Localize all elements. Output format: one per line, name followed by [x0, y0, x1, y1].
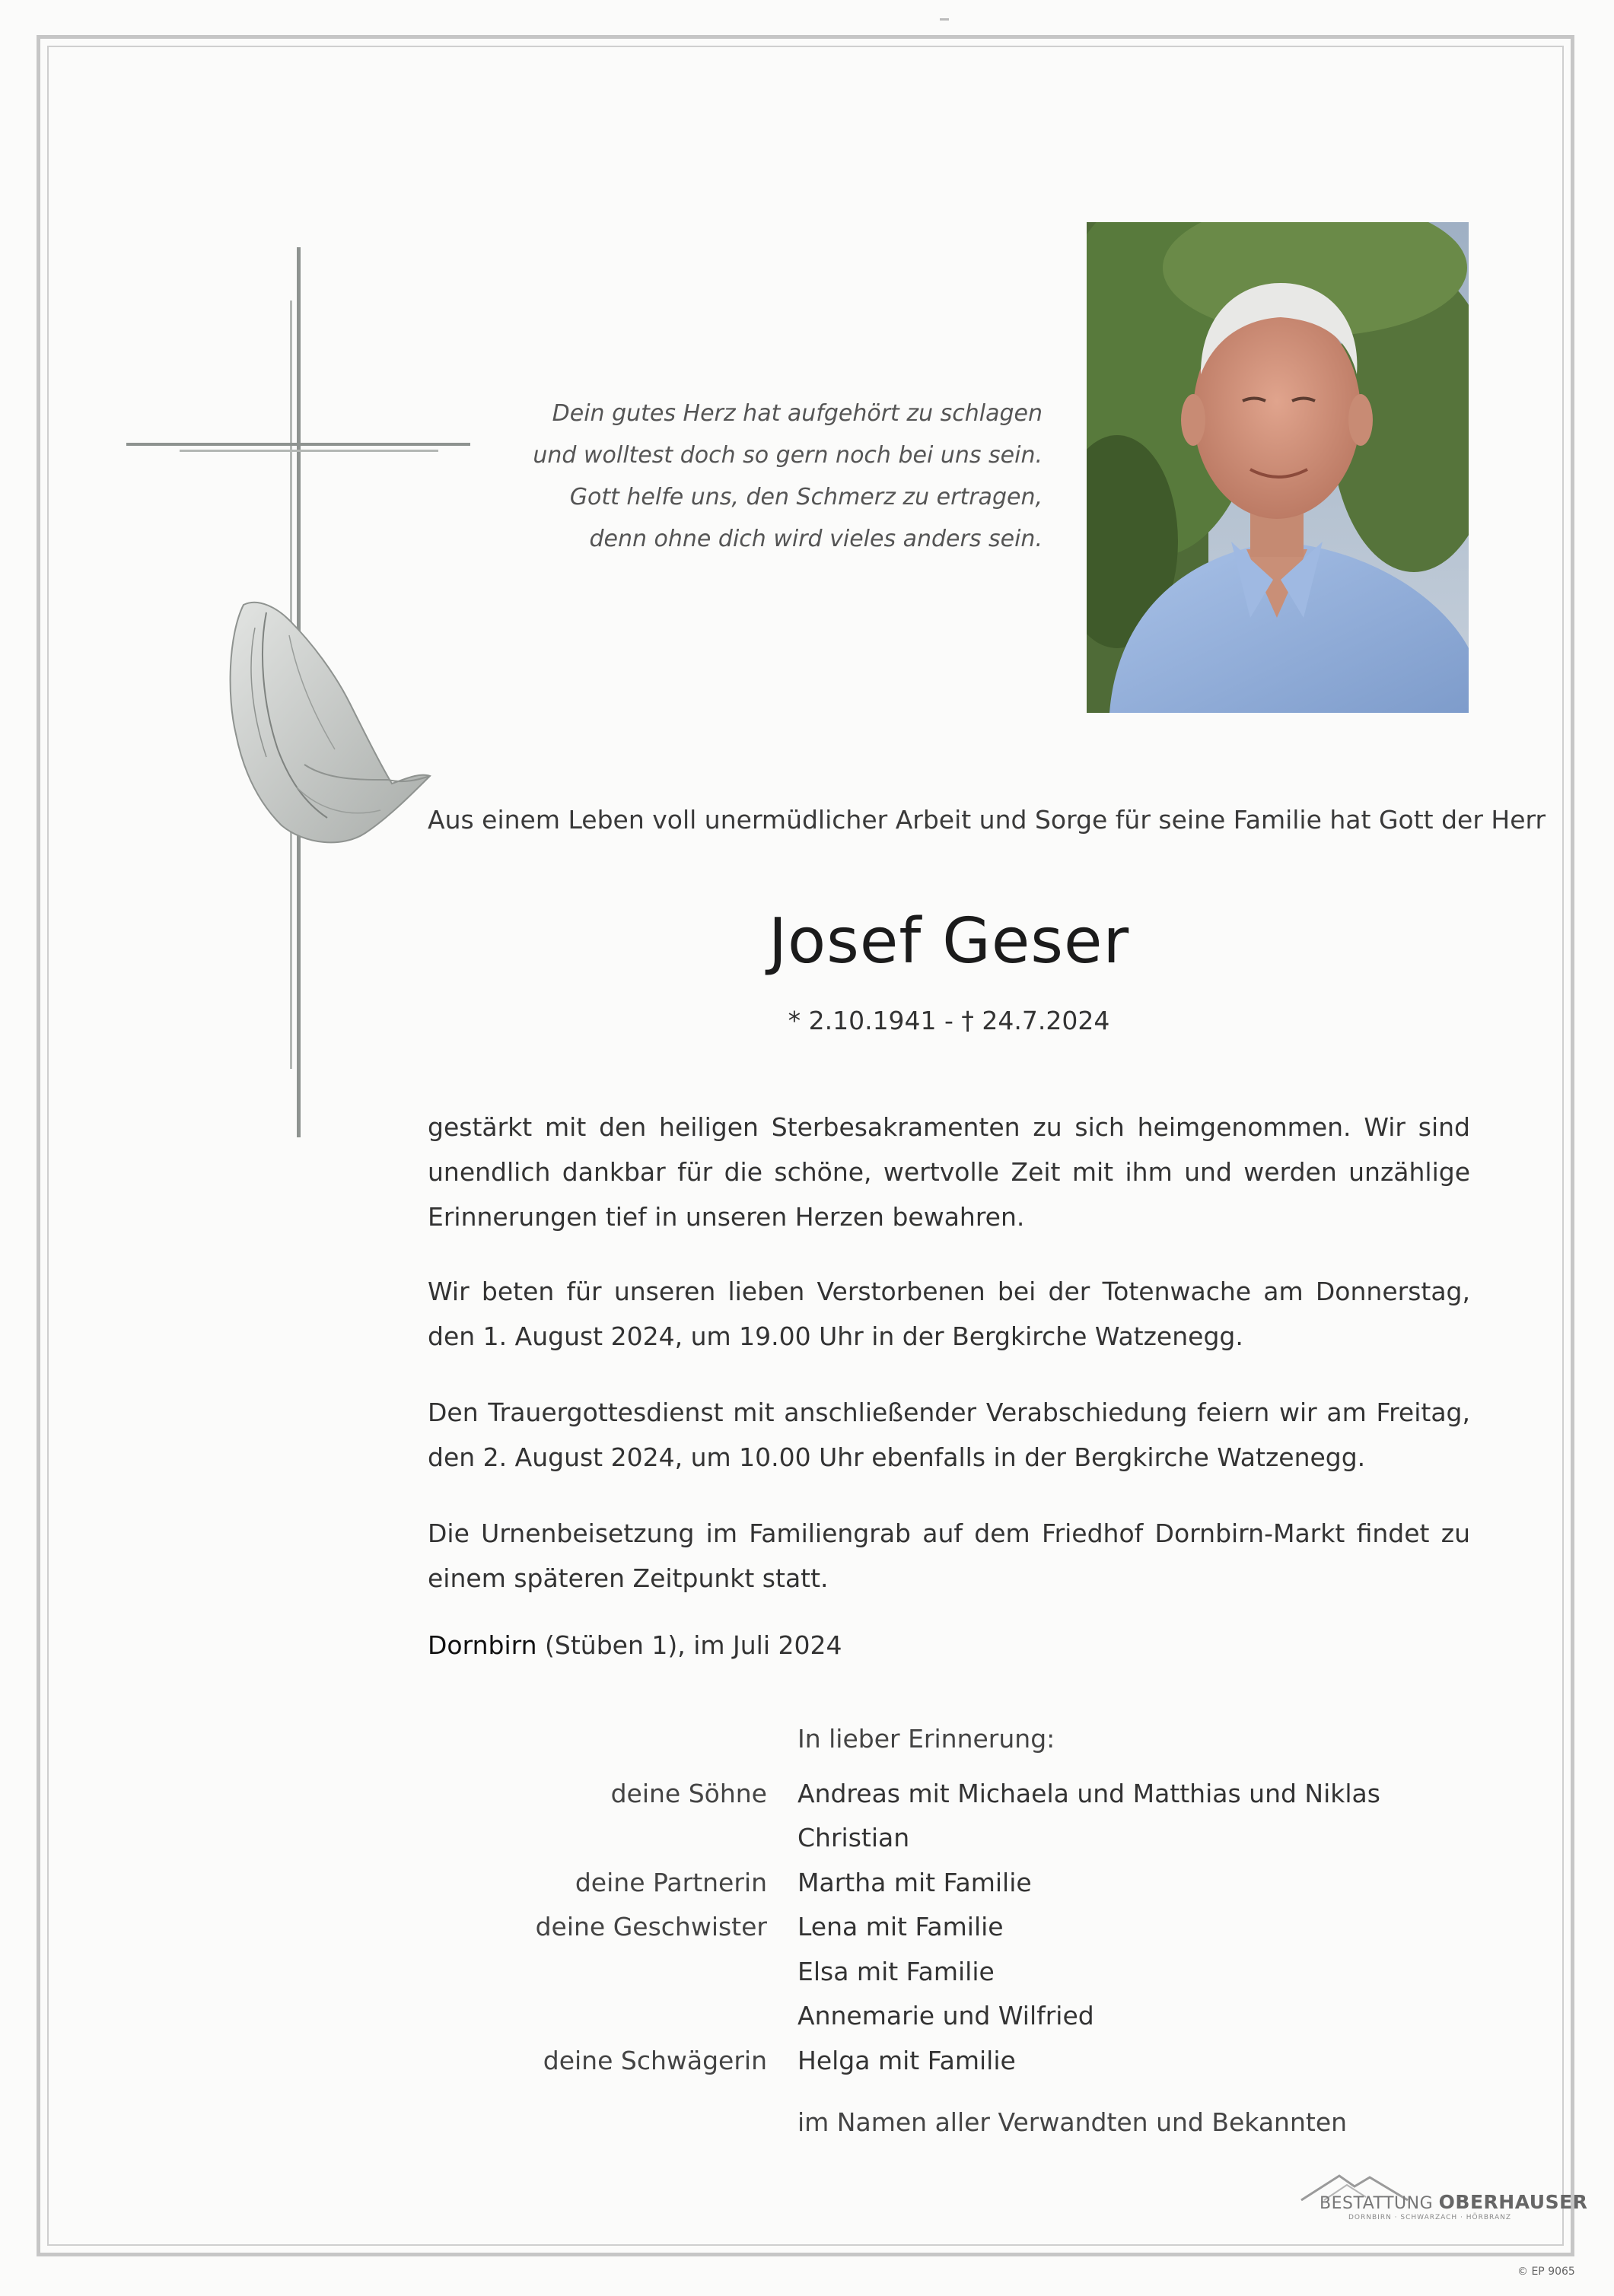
print-code: © EP 9065: [1517, 2266, 1575, 2278]
top-mark: [940, 18, 949, 21]
praying-hands-icon: [213, 590, 441, 856]
relatives-row: [304, 1868, 1522, 1912]
paragraph: Die Urnenbeisetzung im Familiengrab auf dem Friedhof Dornbirn-Markt findet zu einem späteren Zeitpunkt statt.: [428, 1518, 1470, 1593]
paragraph: Wir beten für unseren lieben Verstorbenen bei der Totenwache am Donnerstag, den 1. August 2024, um 19.00 Uhr in der Bergkirche Watzenegg.: [428, 1277, 1470, 1351]
logo-prefix: BESTATTUNG: [1320, 2194, 1434, 2213]
poem-line: und wolltest doch so gern noch bei uns sein.: [533, 442, 1043, 469]
place-rest: (Stüben 1), im Juli 2024: [536, 1630, 842, 1660]
logo-brand: OBERHAUSER: [1438, 2191, 1588, 2213]
poem-line: denn ohne dich wird vieles anders sein.: [589, 526, 1043, 552]
relatives-row: [304, 1823, 1522, 1867]
closing-line: im Namen aller Verwandten und Bekannten: [797, 2107, 1348, 2137]
relative-names: Martha mit Familie: [797, 1868, 1032, 1897]
relation-label: deine Geschwister: [535, 1912, 767, 1941]
relative-names: Elsa mit Familie: [797, 1957, 995, 1986]
relative-names: Helga mit Familie: [797, 2046, 1016, 2075]
relatives-row: [304, 1957, 1522, 2001]
relatives-row: [304, 2001, 1522, 2045]
logo-text: [1320, 2191, 1587, 2213]
life-dates: * 2.10.1941 - † 24.7.2024: [788, 1006, 1110, 1035]
place-date: [428, 1630, 842, 1660]
paragraph: gestärkt mit den heiligen Sterbesakramenten zu sich heimgenommen. Wir sind unendlich dankbar für die schöne, wertvolle Zeit mit ihm und werden unzählige Erinnerungen tief in unseren Herzen bewahren.: [428, 1112, 1470, 1232]
relatives-row: [304, 2046, 1522, 2090]
deceased-name: Josef Geser: [768, 905, 1130, 978]
memory-heading: In lieber Erinnerung:: [797, 1724, 1055, 1754]
relatives-row: [304, 1779, 1522, 1823]
poem-line: Dein gutes Herz hat aufgehört zu schlagen: [552, 400, 1043, 427]
relation-label: deine Schwägerin: [543, 2046, 767, 2075]
intro-text: Aus einem Leben voll unermüdlicher Arbeit und Sorge für seine Familie hat Gott der Herr: [428, 805, 1546, 835]
paragraph: Den Trauergottesdienst mit anschließender Verabschiedung feiern wir am Freitag, den 2. August 2024, um 10.00 Uhr ebenfalls in der Bergkirche Watzenegg.: [428, 1398, 1470, 1472]
relatives-row: [304, 1912, 1522, 1956]
relation-label: deine Partnerin: [575, 1868, 767, 1897]
relation-label: deine Söhne: [610, 1779, 767, 1808]
relative-names: Christian: [797, 1823, 910, 1852]
logo-subtitle: DORNBIRN · SCHWARZACH · HÖRBRANZ: [1348, 2214, 1511, 2221]
place-city: Dornbirn: [428, 1630, 537, 1660]
relative-names: Annemarie und Wilfried: [797, 2001, 1094, 2030]
portrait-photo: [1087, 222, 1469, 713]
poem: [457, 393, 1043, 560]
poem-line: Gott helfe uns, den Schmerz zu ertragen,: [569, 484, 1043, 510]
relative-names: Andreas mit Michaela und Matthias und Niklas: [797, 1779, 1380, 1808]
relative-names: Lena mit Familie: [797, 1912, 1004, 1941]
